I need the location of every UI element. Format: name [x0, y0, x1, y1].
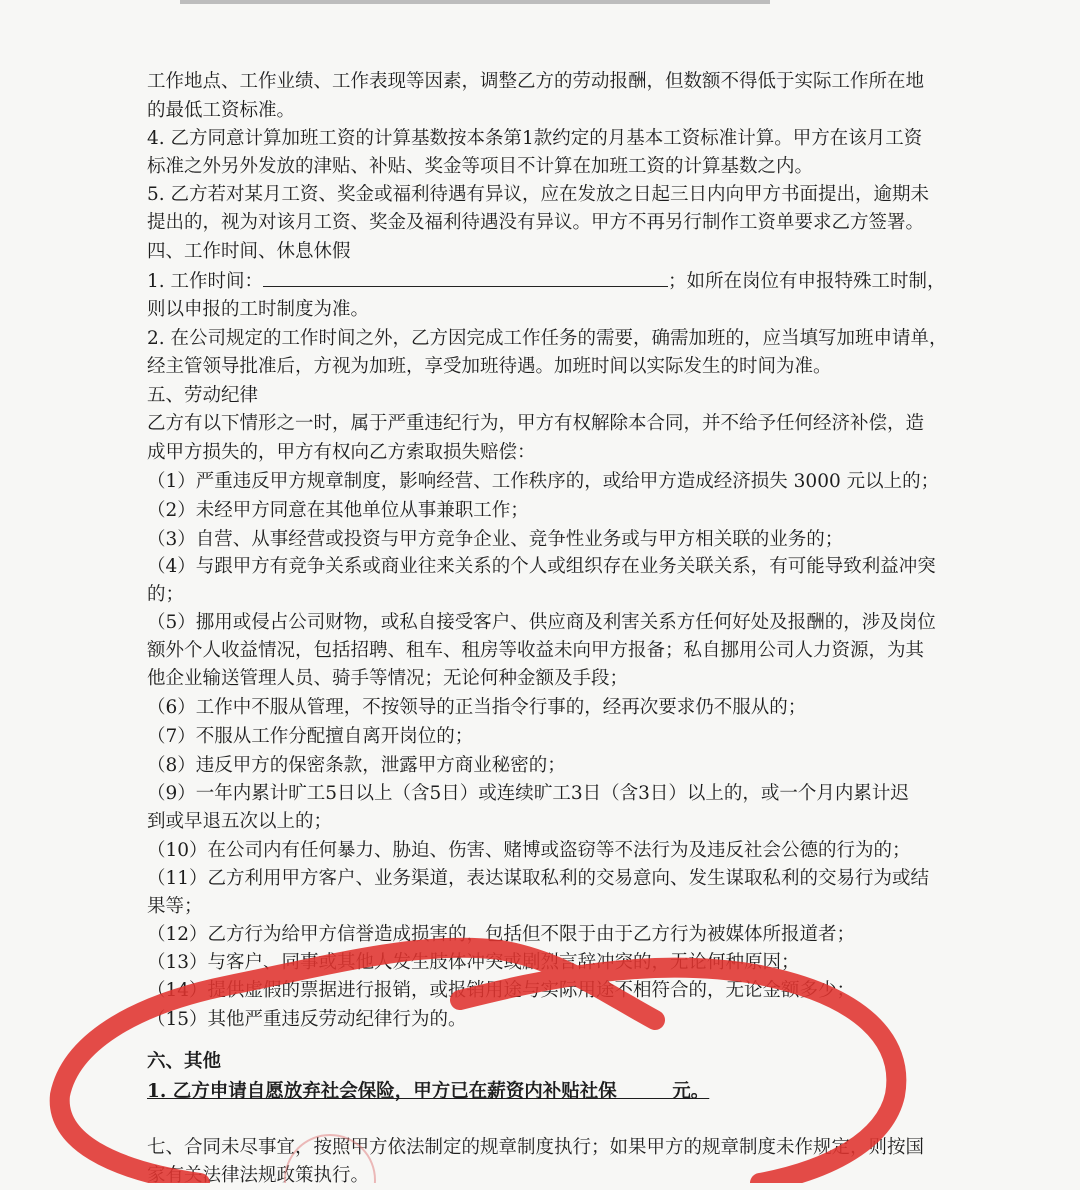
text-line: 他企业输送管理人员、骑手等情况；无论何种金额及手段；	[147, 668, 629, 689]
work-time-line	[147, 268, 946, 296]
list-item: （5）挪用或侵占公司财物，或私自接受客户、供应商及利害关系方任何好处及报酬的，涉及岗位	[147, 612, 936, 633]
work-time-suffix: ；如所在岗位有申报特殊工时制，	[668, 271, 946, 292]
section-heading-5: 五、劳动纪律	[147, 385, 259, 406]
list-item: （9）一年内累计旷工5日以上（含5日）或连续旷工3日（含3日）以上的，或一个月内累计迟	[147, 783, 909, 804]
list-item: （4）与跟甲方有竞争关系或商业往来关系的个人或组织存在业务关联关系，有可能导致利益冲突	[147, 556, 936, 577]
list-item: （3）自营、从事经营或投资与甲方竞争企业、竞争性业务或与甲方相关联的业务的；	[147, 529, 844, 550]
text-line: 工作地点、工作业绩、工作表现等因素，调整乙方的劳动报酬，但数额不得低于实际工作所在地	[147, 71, 925, 92]
text-line: 乙方有以下情形之一时，属于严重违纪行为，甲方有权解除本合同，并不给予任何经济补偿，造	[147, 413, 925, 434]
photo-edge	[180, 0, 770, 4]
text-line: 4. 乙方同意计算加班工资的计算基数按本条第1款约定的月基本工资标准计算。甲方在该月工资	[147, 128, 923, 149]
text-line: 果等；	[147, 896, 203, 917]
text-line: 标准之外另外发放的津贴、补贴、奖金等项目不计算在加班工资的计算基数之内。	[147, 156, 814, 177]
list-item: （10）在公司内有任何暴力、胁迫、伤害、赌博或盗窃等不法行为及违反社会公德的行为的；	[147, 840, 911, 861]
list-item: （6）工作中不服从管理，不按领导的正当指令行事的，经再次要求仍不服从的；	[147, 697, 807, 718]
text-line: 的；	[147, 584, 185, 605]
text-line: 家有关法律法规政策执行。	[147, 1165, 370, 1186]
text-line: 到或早退五次以上的；	[147, 811, 333, 832]
list-item: （12）乙方行为给甲方信誉造成损害的，包括但不限于由于乙方行为被媒体所报道者；	[147, 924, 856, 945]
list-item: （13）与客户、同事或其他人发生肢体冲突或剧烈言辞冲突的，无论何种原因；	[147, 952, 800, 973]
work-time-blank	[263, 268, 668, 287]
list-item: （14）提供虚假的票据进行报销，或报销用途与实际用途不相符合的，无论金额多少；	[147, 980, 856, 1001]
text-line: 提出的，视为对该月工资、奖金及福利待遇没有异议。甲方不再另行制作工资单要求乙方签署。	[147, 212, 925, 233]
text-line: 则以申报的工时制度为准。	[147, 299, 370, 320]
text-line: 七、合同未尽事宜，按照甲方依法制定的规章制度执行；如果甲方的规章制度未作规定，则按国	[147, 1137, 925, 1158]
text-line: 成甲方损失的，甲方有权向乙方索取损失赔偿：	[147, 442, 536, 463]
text-line: 额外个人收益情况，包括招聘、租车、租房等收益未向甲方报备；私自挪用公司人力资源，为其	[147, 640, 925, 661]
list-item: （2）未经甲方同意在其他单位从事兼职工作；	[147, 500, 529, 521]
text-line: 经主管领导批准后，方视为加班，享受加班待遇。加班时间以实际发生的时间为准。	[147, 356, 832, 377]
section-heading-6: 六、其他	[147, 1051, 222, 1072]
list-item: （11）乙方利用甲方客户、业务渠道，表达谋取私利的交易意向、发生谋取私利的交易行为或结	[147, 868, 930, 889]
list-item: （7）不服从工作分配擅自离开岗位的；	[147, 726, 474, 747]
work-time-label: 1. 工作时间：	[147, 271, 264, 292]
text-line: 5. 乙方若对某月工资、奖金或福利待遇有异议，应在发放之日起三日内向甲方书面提出，逾期未	[147, 184, 930, 205]
text-line: 的最低工资标准。	[147, 100, 296, 121]
social-insurance-clause: 1. 乙方申请自愿放弃社会保险，甲方已在薪资内补贴社保 元。	[147, 1081, 710, 1102]
section-heading-4: 四、工作时间、休息休假	[147, 241, 351, 262]
list-item: （15）其他严重违反劳动纪律行为的。	[147, 1009, 467, 1030]
text-line: 2. 在公司规定的工作时间之外，乙方因完成工作任务的需要，确需加班的，应当填写加班申请单，	[147, 328, 948, 349]
list-item: （8）违反甲方的保密条款，泄露甲方商业秘密的；	[147, 755, 566, 776]
list-item: （1）严重违反甲方规章制度，影响经营、工作秩序的，或给甲方造成经济损失 3000 元以上的；	[147, 471, 940, 492]
